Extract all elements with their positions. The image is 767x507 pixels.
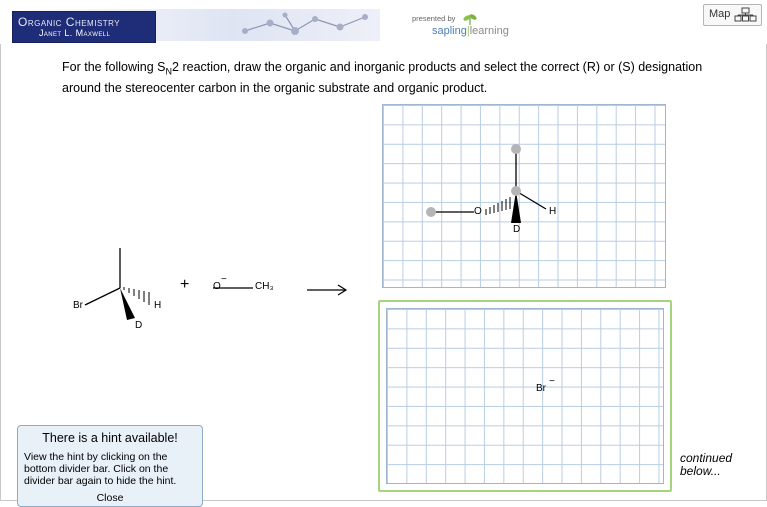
hint-box — [17, 425, 203, 507]
bromide-label: Br — [536, 383, 546, 394]
course-author: Janet L. Maxwell — [39, 28, 111, 38]
hash-substituent-label: H — [154, 300, 162, 311]
course-title: Organic Chemistry — [18, 15, 121, 29]
hint-body: View the hint by clicking on the bottom divider bar. Click on the divider bar again to hide the hint. — [24, 451, 177, 487]
presented-by-label: presented by — [412, 14, 456, 23]
product-hydrogen-label: H — [549, 206, 557, 217]
organic-product-canvas[interactable] — [382, 104, 666, 288]
product-deuterium-label: D — [513, 224, 521, 235]
bromide-charge-label: − — [549, 376, 555, 387]
leaving-group-label: Br — [73, 300, 83, 311]
nucleophile-methyl-label: CH₃ — [255, 281, 274, 292]
reaction-arrow-icon — [305, 283, 350, 297]
header — [0, 0, 767, 44]
reactant-structure — [65, 240, 265, 340]
course-title-box — [12, 11, 156, 43]
hint-title: There is a hint available! — [42, 431, 178, 445]
map-button-label: Map — [709, 8, 731, 20]
sapling-logo: sapling|learning — [432, 25, 509, 37]
continued-text: continued below... — [680, 451, 733, 478]
sapling-leaf-icon — [462, 12, 478, 26]
brand-name: sapling — [432, 25, 467, 37]
nucleophile-oxygen-label: O — [213, 281, 221, 292]
wedge-substituent-label: D — [135, 320, 143, 331]
product-structure — [383, 105, 665, 287]
question-text: For the following $S_N2$ reaction, draw the organic and inorganic products and select the correct (R) or (S) designation around the stereocenter carbon in the organic substrate and organic product. — [62, 60, 703, 95]
map-button[interactable] — [703, 4, 762, 26]
inorganic-product-canvas[interactable] — [386, 308, 664, 484]
nucleophile-charge-label: − — [221, 274, 227, 285]
product-oxygen-label: O — [474, 206, 482, 217]
brand-suffix: learning — [469, 25, 509, 37]
sitemap-icon — [734, 7, 758, 22]
inorganic-product-canvas-frame — [378, 300, 672, 492]
plus-sign: + — [180, 276, 190, 293]
hint-close-button[interactable]: Close — [96, 492, 124, 504]
